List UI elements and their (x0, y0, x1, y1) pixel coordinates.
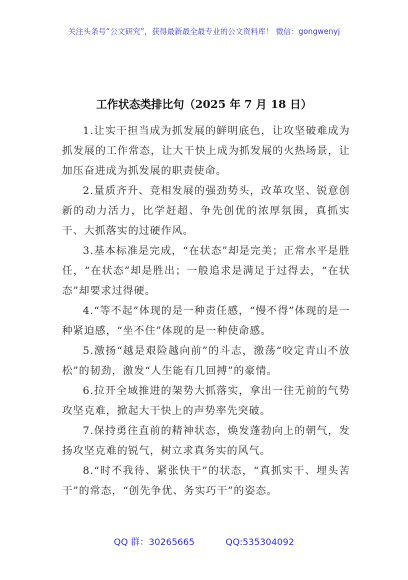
list-item: 5.激扬“越是艰险越向前”的斗志，激荡“咬定青山不放松”的韧劲，激发“人生能有几回搏”的豪情。 (62, 345, 350, 377)
list-item: 7.保持勇往直前的精神状态，焕发蓬勃向上的朝气，发扬攻坚克难的锐气，树立求真务实的风气。 (62, 425, 350, 457)
list-item: 8.“时不我待、紧张快干”的状态，“真抓实干、埋头苦干”的常态，“创先争优、务实巧干”的姿态。 (62, 465, 350, 497)
footer (0, 535, 408, 548)
list-item: 3.基本标准是完成，“在状态”却是完美；正常水平是胜任，“在状态”却是胜出；一般追求是满足于过得去，“在状态”却要求过得硬。 (62, 245, 350, 297)
list-item: 2.量质齐升、竞相发展的强劲势头，改革攻坚、锐意创新的动力活力，比学赶超、争先创优的浓厚氛围，真抓实干、大抓落实的过硬作风。 (62, 185, 350, 237)
qq-contact: QQ:535304092 (225, 538, 295, 548)
item-list (62, 121, 350, 501)
qq-group: QQ 群：30265665 (113, 538, 195, 548)
list-item: 4.“等不起”体现的是一种责任感，“慢不得”体现的是一种紧迫感，“坐不住”体现的是一种使命感。 (62, 305, 350, 337)
header-note: 关注头条号“公文研究”，获得最新最全最专业的公文资料库！ 微信：gongwenyj (68, 27, 340, 36)
list-item: 6.拉开全域推进的架势大抓落实，拿出一往无前的气势攻坚克难，掀起大干快上的声势率先突破。 (62, 385, 350, 417)
document-title: 工作状态类排比句（2025 年 7 月 18 日） (96, 98, 312, 111)
list-item: 1.让实干担当成为抓发展的鲜明底色，让攻坚破难成为抓发展的工作常态，让大干快上成为抓发展的火热场景，让加压奋进成为抓发展的职责使命。 (62, 125, 350, 177)
